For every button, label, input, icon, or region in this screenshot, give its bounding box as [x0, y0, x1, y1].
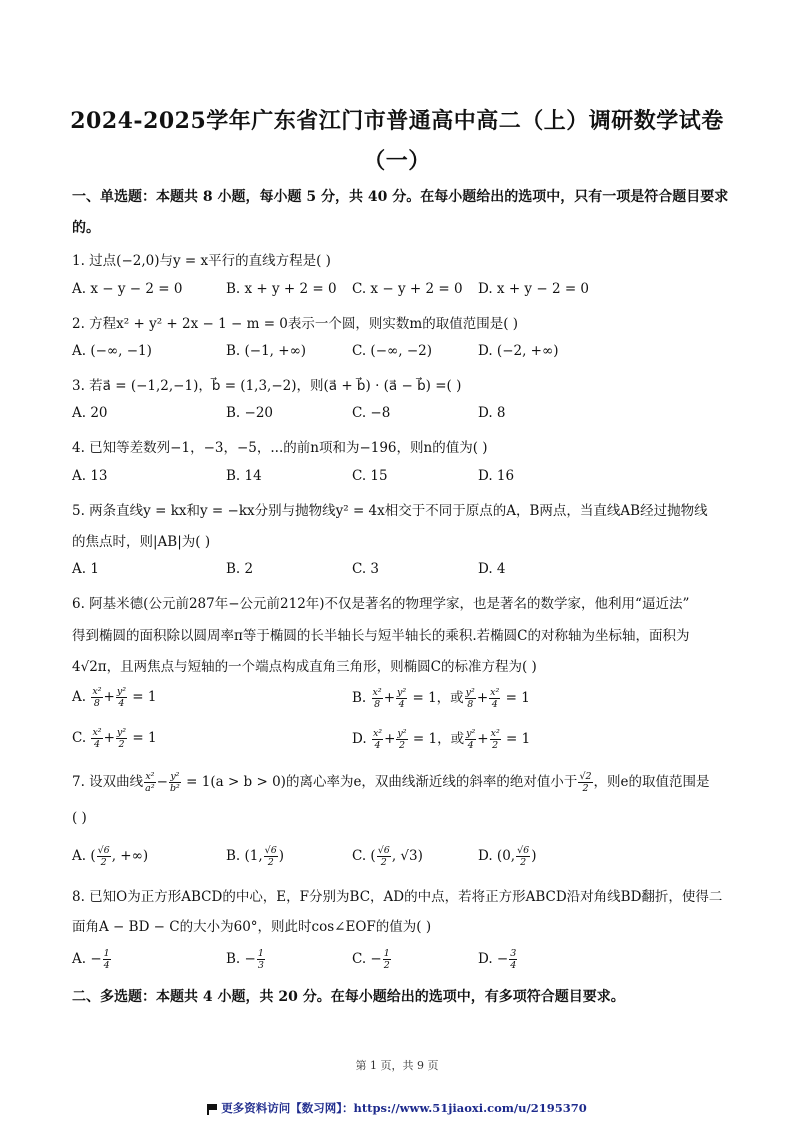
question-7-stem-cont: ( ): [72, 810, 87, 826]
question-6-stem-cont2: 4√2π，且两焦点与短轴的一个端点构成直角三角形，则椭圆C的标准方程为( ): [72, 659, 537, 675]
q2-option-a: A. (−∞, −1): [72, 343, 152, 359]
q4-option-d: D. 16: [478, 468, 515, 484]
q3-option-b: B. −20: [226, 405, 273, 421]
q6-option-d: D. $\frac{\text{x²}}{4}$ + $\frac{\text{y²}}{2}$ = 1，或 $\frac{\text{y²}}{4}$ + $\frac{\text{x²}}{2}$ = 1: [352, 728, 531, 751]
q8-option-b: B. − $\frac{1}{3}$: [226, 948, 264, 971]
flag-icon: [207, 1104, 217, 1113]
question-8-stem-cont: 面角A − BD − C的大小为60°，则此时cos∠EOF的值为( ): [72, 919, 432, 935]
q7-option-c: C. ( $\frac{√6}{2}$ , √3): [352, 845, 423, 868]
q4-option-a: A. 13: [72, 468, 108, 484]
q2-option-b: B. (−1, +∞): [226, 343, 307, 359]
question-8-stem: 8. 已知O为正方形ABCD的中心，E，F分别为BC，AD的中点，若将正方形ABCD沿对角线BD翻折，使得二: [72, 889, 723, 905]
q3-option-a: A. 20: [72, 405, 108, 421]
promo-link-text[interactable]: 更多资料访问【数习网】：https://www.51jiaoxi.com/u/2195370: [221, 1101, 587, 1115]
q6-option-a: A. $\frac{\text{x²}}{8}$ + $\frac{\text{y²}}{4}$ = 1: [72, 686, 157, 709]
q8-option-d: D. − $\frac{3}{4}$: [478, 948, 517, 971]
q4-option-c: C. 15: [352, 468, 388, 484]
section-1-heading: 一、单选题：本题共 8 小题，每小题 5 分，共 40 分。在每小题给出的选项中，只有一项是符合题目要求: [72, 189, 729, 205]
question-5-stem-cont: 的焦点时，则|AB|为( ): [72, 534, 211, 550]
q8-option-a: A. − $\frac{1}{4}$: [72, 948, 110, 971]
question-4-stem: 4. 已知等差数列−1，−3，−5，...的前n项和为−196，则n的值为( ): [72, 440, 488, 456]
q6-option-b: B. $\frac{\text{x²}}{8}$ + $\frac{\text{y²}}{4}$ = 1，或 $\frac{\text{y²}}{8}$ + $\frac{\text{x²}}{4}$ = 1: [352, 687, 530, 710]
q5-option-a: A. 1: [72, 561, 99, 577]
q1-option-b: B. x + y + 2 = 0: [226, 281, 337, 297]
q1-option-a: A. x − y − 2 = 0: [72, 281, 183, 297]
section-1-heading-cont: 的。: [72, 220, 100, 236]
q5-option-b: B. 2: [226, 561, 254, 577]
q7-option-a: A. ( $\frac{√6}{2}$ , +∞): [72, 845, 149, 868]
q2-option-c: C. (−∞, −2): [352, 343, 433, 359]
question-7-stem: 7. 设双曲线 $\frac{\text{x²}}{\text{a²}}$ − $\frac{\text{y²}}{\text{b²}}$ = 1(a > b > 0)的离心率为e，双曲线渐近线的斜率的绝对值小于 $\frac{√2}{2}$ ，则e的取值范围是: [72, 771, 710, 794]
q2-option-d: D. (−2, +∞): [478, 343, 559, 359]
exam-title-subtitle: （一）: [363, 148, 431, 174]
q1-option-d: D. x + y − 2 = 0: [478, 281, 590, 297]
q4-option-b: B. 14: [226, 468, 262, 484]
q8-option-c: C. − $\frac{1}{2}$: [352, 948, 390, 971]
q5-option-c: C. 3: [352, 561, 380, 577]
promo-link[interactable]: [0, 1100, 794, 1116]
q7-option-b: B. (1, $\frac{√6}{2}$ ): [226, 845, 285, 868]
q1-option-c: C. x − y + 2 = 0: [352, 281, 463, 297]
q6-option-c: C. $\frac{\text{x²}}{4}$ + $\frac{\text{y²}}{2}$ = 1: [72, 727, 157, 750]
question-5-stem: 5. 两条直线y = kx和y = −kx分别与抛物线y² = 4x相交于不同于原点的A，B两点，当直线AB经过抛物线: [72, 503, 708, 519]
question-2-stem: 2. 方程x² + y² + 2x − 1 − m = 0表示一个圆，则实数m的取值范围是( ): [72, 316, 519, 332]
q7-option-d: D. (0, $\frac{√6}{2}$ ): [478, 845, 537, 868]
q5-option-d: D. 4: [478, 561, 506, 577]
question-3-stem: 3. 若a⃗ = (−1,2,−1)，b⃗ = (1,3,−2)，则(a⃗ + b⃗) · (a⃗ − b⃗) =( ): [72, 378, 462, 394]
page-number: 第 1 页，共 9 页: [355, 1059, 439, 1072]
question-6-stem: 6. 阿基米德(公元前287年−公元前212年)不仅是著名的物理学家，也是著名的数学家，他利用“逼近法”: [72, 596, 690, 612]
question-1-stem: 1. 过点(−2,0)与y = x平行的直线方程是( ): [72, 253, 331, 269]
section-2-heading: 二、多选题：本题共 4 小题，共 20 分。在每小题给出的选项中，有多项符合题目要求。: [72, 989, 625, 1005]
question-6-stem-cont: 得到椭圆的面积除以圆周率π等于椭圆的长半轴长与短半轴长的乘积.若椭圆C的对称轴为坐标轴，面积为: [72, 628, 690, 644]
q3-option-d: D. 8: [478, 405, 506, 421]
q3-option-c: C. −8: [352, 405, 391, 421]
exam-title: 2024-2025学年广东省江门市普通高中高二（上）调研数学试卷: [70, 108, 724, 134]
